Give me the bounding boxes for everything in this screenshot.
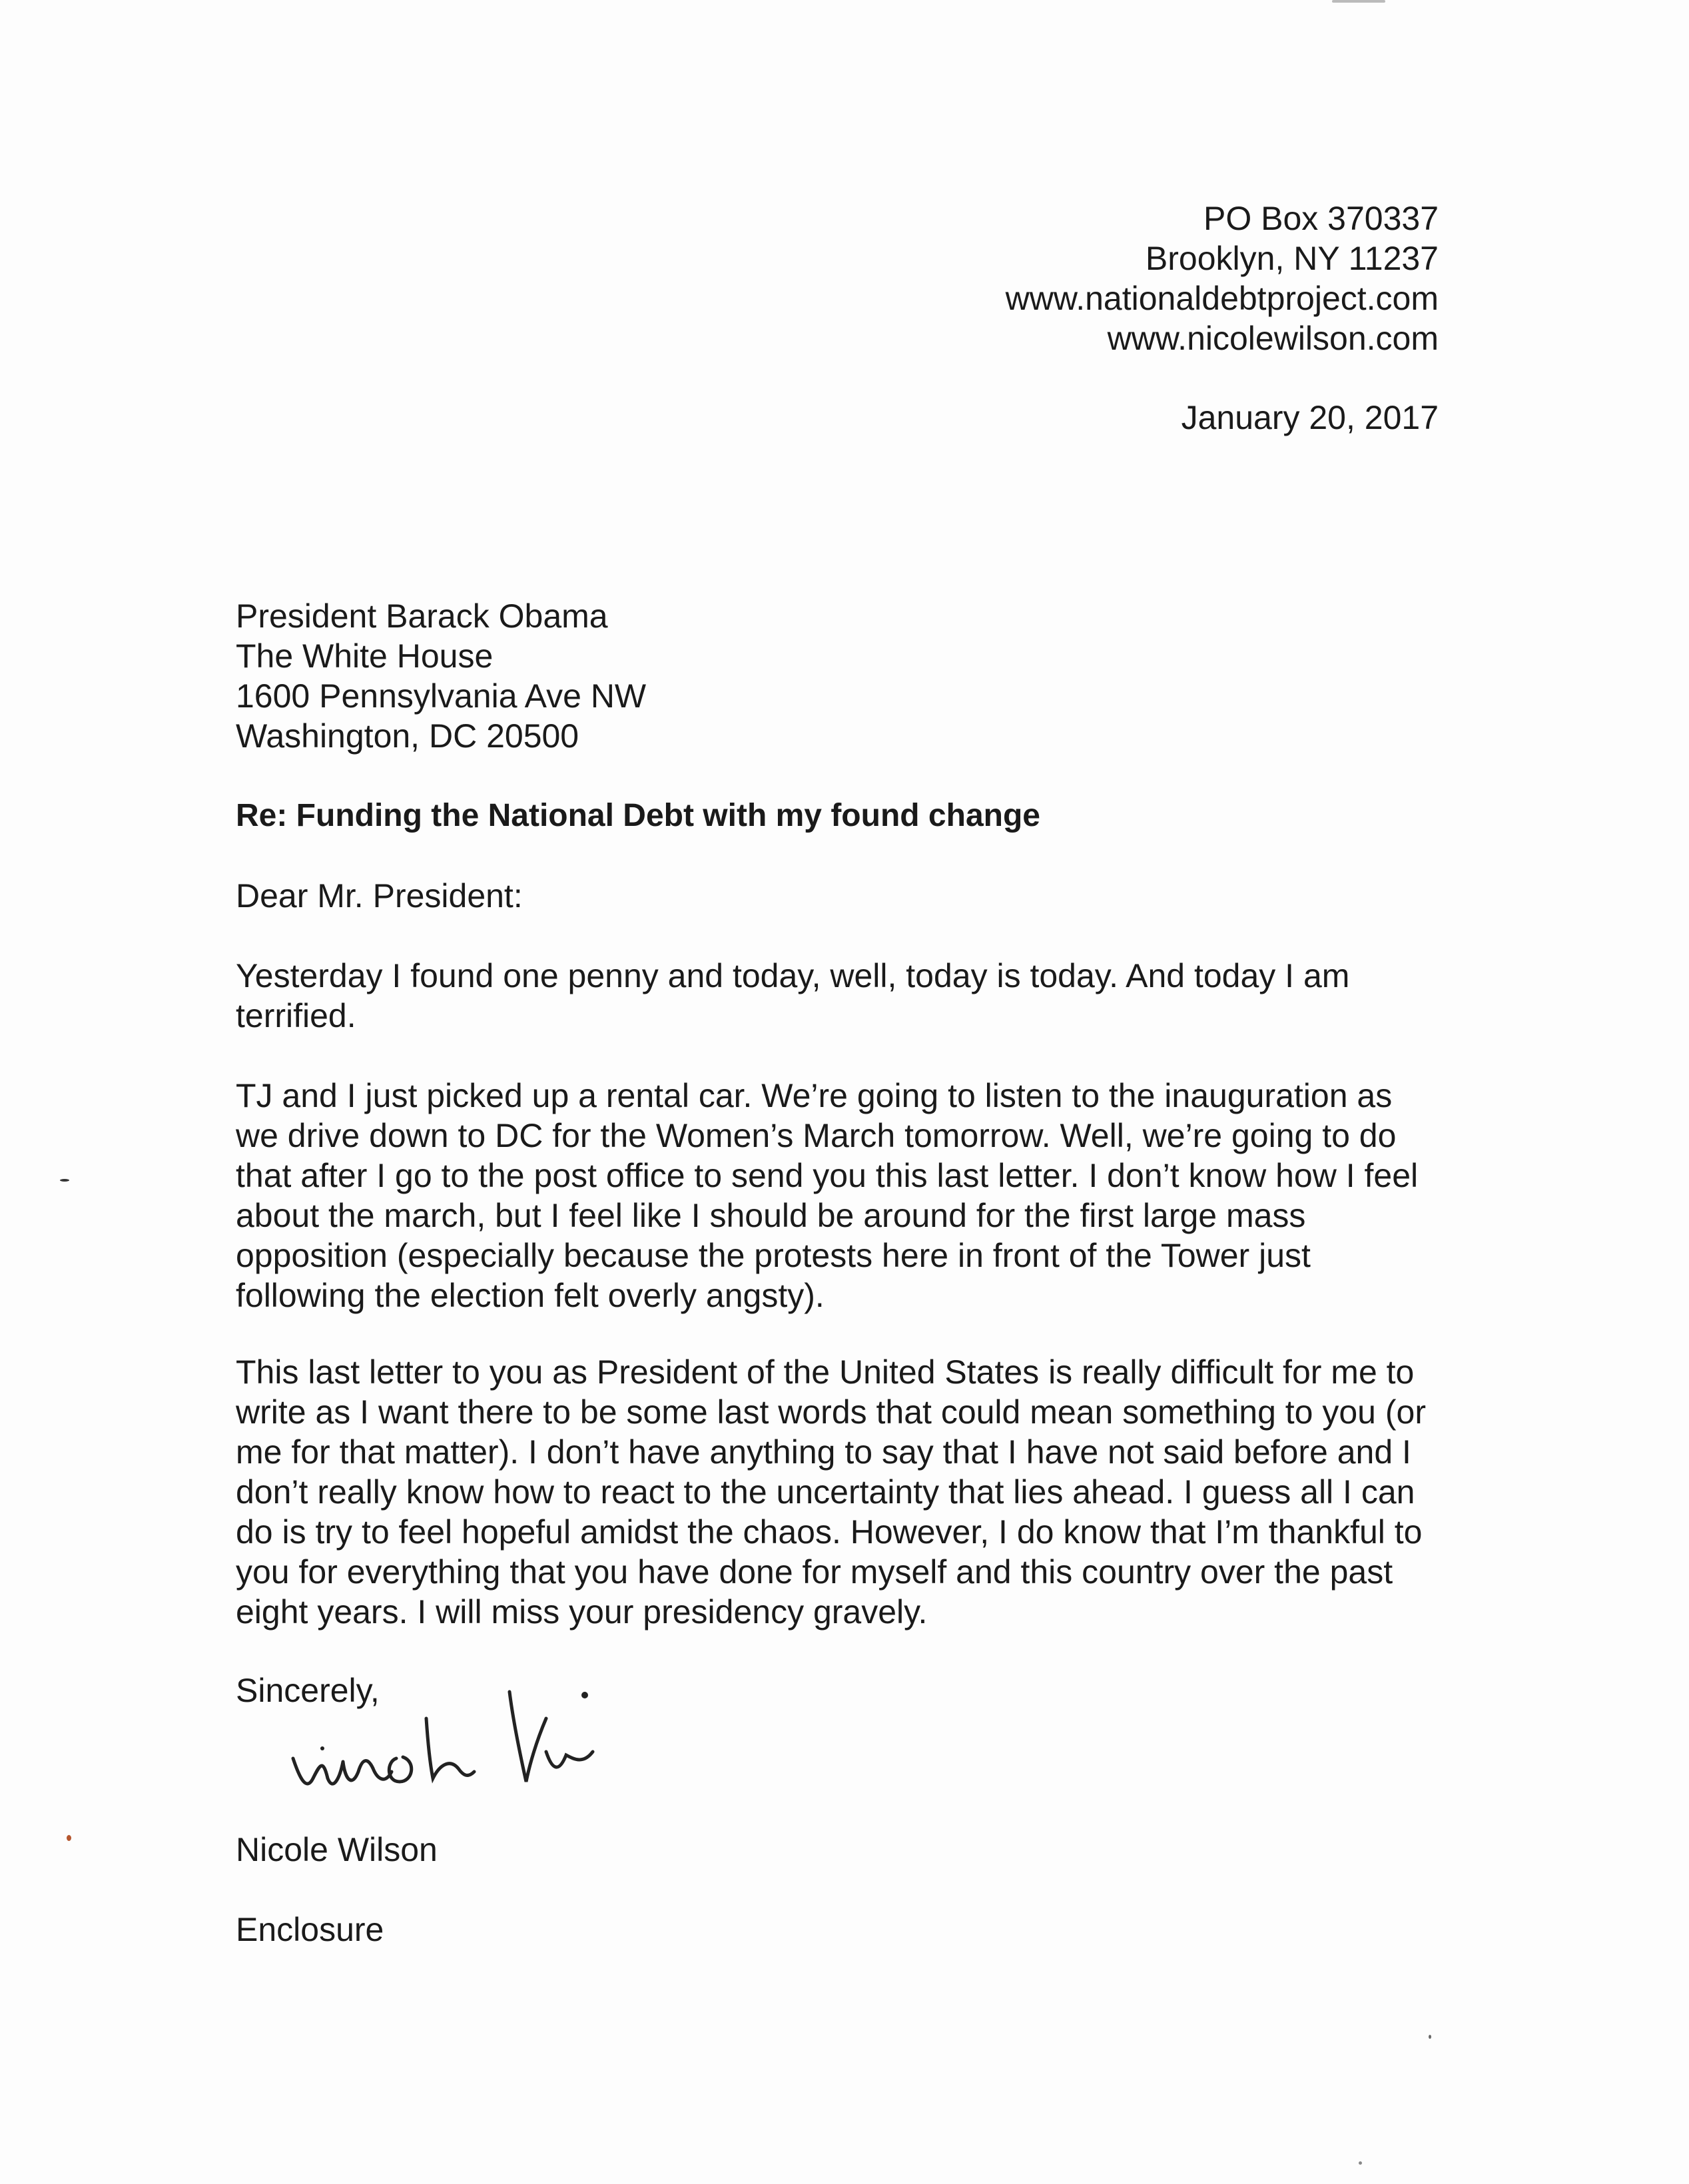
paragraph-line: about the march, but I feel like I should be around for the first large mass xyxy=(236,1197,1306,1234)
sender-address-line-2: Brooklyn, NY 11237 xyxy=(1145,240,1439,277)
paragraph-line: terrified. xyxy=(236,997,356,1034)
paragraph-line: opposition (especially because the protests here in front of the Tower just xyxy=(236,1237,1311,1274)
recipient-line-1: President Barack Obama xyxy=(236,597,608,635)
paragraph-line: eight years. I will miss your presidency gravely. xyxy=(236,1593,928,1631)
sender-website-1: www.nationaldebtproject.com xyxy=(1005,280,1439,317)
scan-speck xyxy=(67,1835,71,1841)
subject-line: Re: Funding the National Debt with my found change xyxy=(236,798,1040,833)
paragraph-3 xyxy=(236,1352,1428,1632)
recipient-line-4: Washington, DC 20500 xyxy=(236,717,579,755)
paragraph-line: write as I want there to be some last words that could mean something to you (or xyxy=(236,1393,1426,1431)
signer-name: Nicole Wilson xyxy=(236,1831,438,1868)
scan-speck xyxy=(1429,2035,1431,2039)
paragraph-1 xyxy=(236,956,1428,1036)
paragraph-line: don’t really know how to react to the uncertainty that lies ahead. I guess all I can xyxy=(236,1473,1415,1511)
closing: Sincerely, xyxy=(236,1672,380,1709)
salutation: Dear Mr. President: xyxy=(236,877,523,914)
paragraph-line: that after I go to the post office to send you this last letter. I don’t know how I feel xyxy=(236,1157,1419,1194)
recipient-line-2: The White House xyxy=(236,637,494,675)
scan-speck xyxy=(60,1179,69,1182)
paragraph-line: we drive down to DC for the Women’s March tomorrow. Well, we’re going to do xyxy=(236,1117,1397,1154)
paragraph-line: me for that matter). I don’t have anything to say that I have not said before and I xyxy=(236,1433,1411,1471)
paragraph-2 xyxy=(236,1076,1428,1315)
paragraph-line: This last letter to you as President of the United States is really difficult for me to xyxy=(236,1353,1415,1391)
recipient-line-3: 1600 Pennsylvania Ave NW xyxy=(236,677,647,715)
scan-speck xyxy=(1332,0,1385,3)
scan-speck xyxy=(1359,2161,1362,2165)
sender-website-2: www.nicolewilson.com xyxy=(1107,320,1439,357)
paragraph-line: following the election felt overly angsty). xyxy=(236,1277,825,1314)
sender-address-line-1: PO Box 370337 xyxy=(1203,200,1439,237)
enclosure-note: Enclosure xyxy=(236,1911,384,1948)
handwritten-signature xyxy=(280,1678,653,1798)
letter-date: January 20, 2017 xyxy=(1181,399,1439,436)
paragraph-line: TJ and I just picked up a rental car. We’re going to listen to the inauguration as xyxy=(236,1077,1393,1114)
paragraph-line: you for everything that you have done for myself and this country over the past xyxy=(236,1553,1393,1591)
paragraph-line: do is try to feel hopeful amidst the chaos. However, I do know that I’m thankful to xyxy=(236,1513,1423,1551)
paragraph-line: Yesterday I found one penny and today, well, today is today. And today I am xyxy=(236,957,1350,994)
